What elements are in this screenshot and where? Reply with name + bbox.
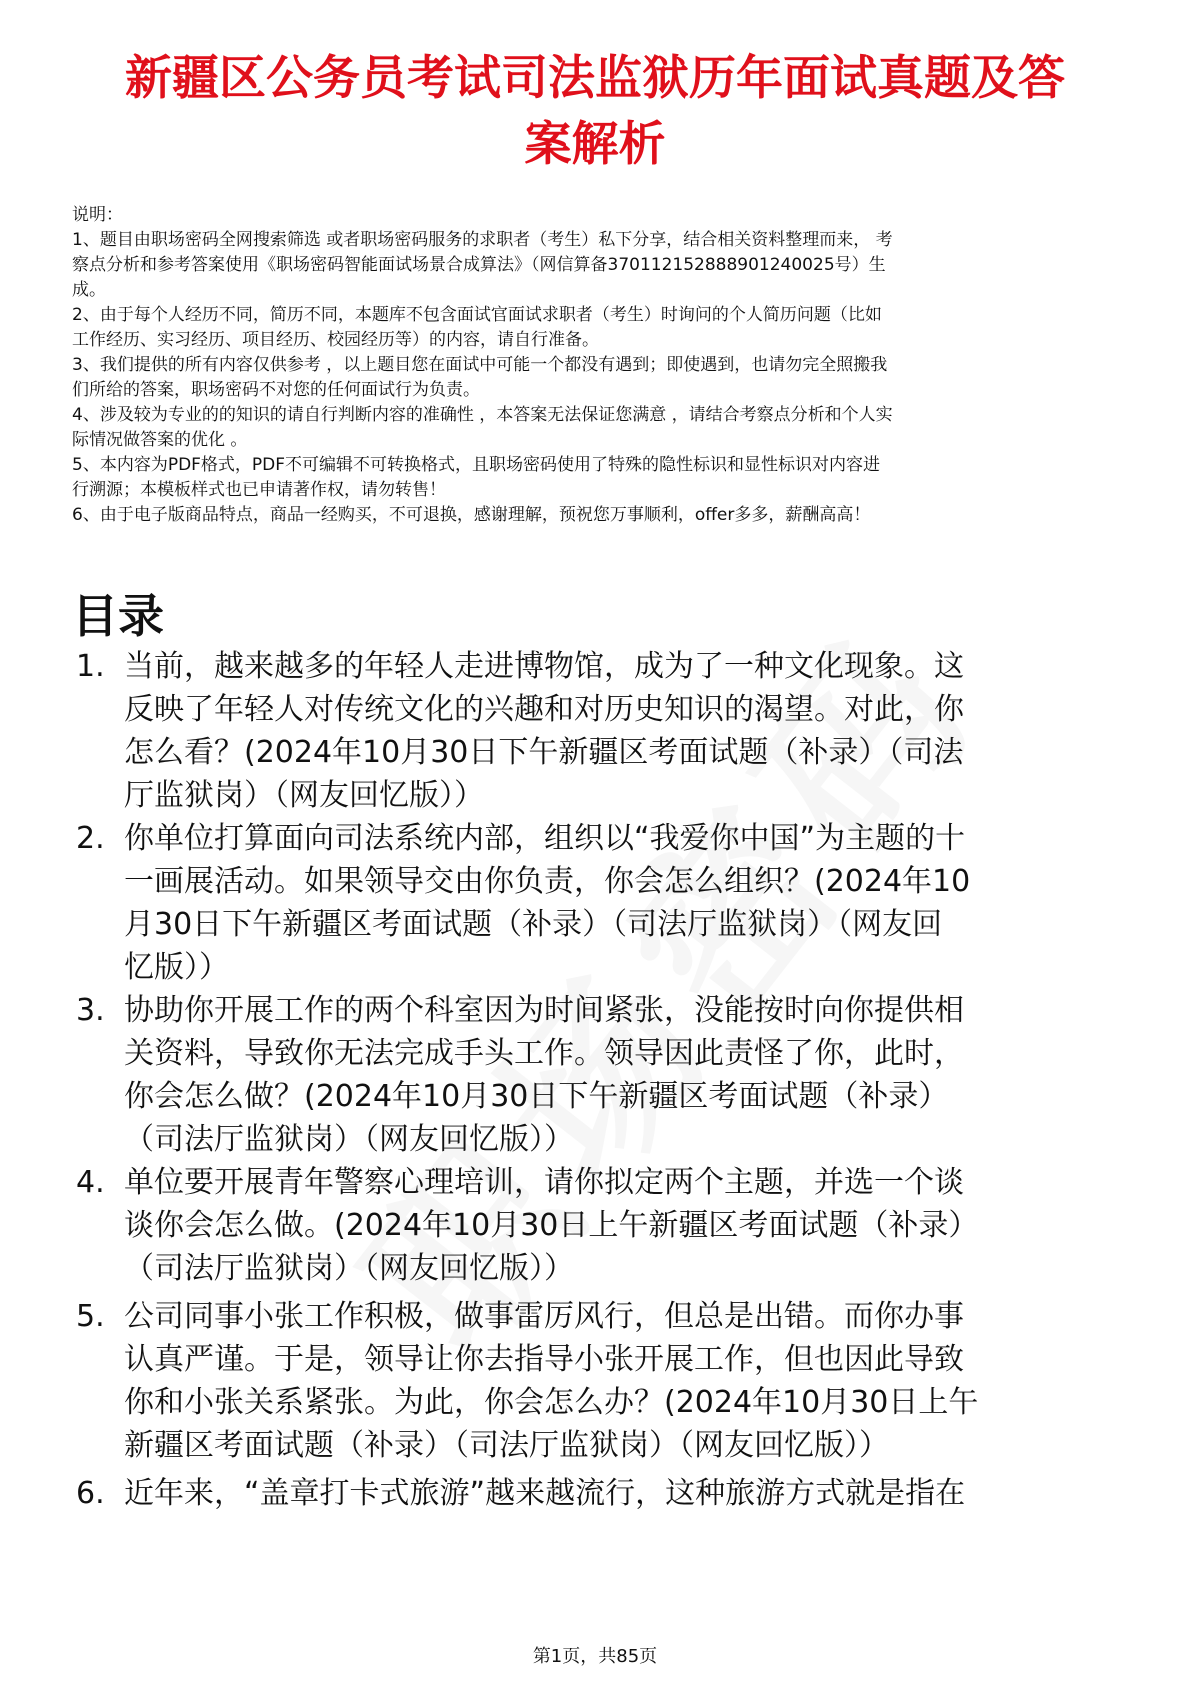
toc-item[interactable] — [76, 989, 1136, 1161]
notes-line: 4、涉及较为专业的的知识的请自行判断内容的准确性 ，本答案无法保证您满意 ，请结合考察点分析和个人实 — [72, 405, 893, 425]
toc-item[interactable] — [76, 1295, 1136, 1467]
toc-item-text — [124, 1295, 1136, 1467]
toc-item-line: 公司同事小张工作积极，做事雷厉风行，但总是出错。而你办事 — [124, 1299, 964, 1334]
notes-line: 1、题目由职场密码全网搜索筛选 或者职场密码服务的求职者（考生）私下分享，结合相关资料整理而来， 考 — [72, 230, 893, 250]
toc-item-text — [124, 817, 1136, 989]
toc-heading: 目录 — [72, 589, 164, 643]
toc-item-text — [124, 645, 1136, 817]
notes-line: 察点分析和参考答案使用《职场密码智能面试场景合成算法》（网信算备370112152888901240025号）生 — [72, 255, 886, 275]
toc-item-text — [124, 1161, 1136, 1290]
notes-heading: 说明： — [72, 205, 123, 225]
toc-item-line: 反映了年轻人对传统文化的兴趣和对历史知识的渴望。对此，你 — [124, 692, 964, 727]
toc-item-number: 4. — [76, 1165, 105, 1200]
notes-line: 6、由于电子版商品特点，商品一经购买，不可退换，感谢理解，预祝您万事顺利，offer多多，薪酬高高！ — [72, 505, 871, 525]
toc-item[interactable] — [76, 645, 1136, 817]
toc-item-line: 近年来，“盖章打卡式旅游”越来越流行，这种旅游方式就是指在 — [124, 1476, 966, 1511]
toc-item-line: 厅监狱岗）（网友回忆版）） — [124, 778, 484, 813]
toc-item-line: 关资料，导致你无法完成手头工作。领导因此责怪了你，此时， — [124, 1036, 964, 1071]
document-title-line-2: 案解析 — [524, 117, 666, 172]
toc-item-line: 你会怎么做？(2024年10月30日下午新疆区考面试题（补录） — [124, 1079, 949, 1114]
toc-item-line: 新疆区考面试题（补录）（司法厅监狱岗）（网友回忆版）） — [124, 1428, 889, 1463]
toc-item-line: （司法厅监狱岗）（网友回忆版）） — [124, 1122, 574, 1157]
toc-item-text — [124, 1472, 1136, 1515]
document-title-line-1: 新疆区公务员考试司法监狱历年面试真题及答 — [125, 51, 1065, 106]
toc-item-line: 你单位打算面向司法系统内部，组织以“我爱你中国”为主题的十 — [124, 821, 966, 856]
toc-item-line: 忆版）） — [124, 950, 229, 985]
toc-item-line: 谈你会怎么做。(2024年10月30日上午新疆区考面试题（补录） — [124, 1208, 979, 1243]
notes-line: 工作经历、实习经历、项目经历、校园经历等）的内容，请自行准备。 — [72, 330, 599, 350]
notes-line: 5、本内容为PDF格式，PDF不可编辑不可转换格式，且职场密码使用了特殊的隐性标识和显性标识对内容进 — [72, 455, 881, 475]
toc-item-line: 单位要开展青年警察心理培训，请你拟定两个主题，并选一个谈 — [124, 1165, 964, 1200]
notes-section — [72, 203, 1122, 528]
document-title — [60, 46, 1130, 178]
toc-item-number: 3. — [76, 993, 105, 1028]
toc-item-line: 月30日下午新疆区考面试题（补录）（司法厅监狱岗）（网友回 — [124, 907, 943, 942]
toc-item-number: 6. — [76, 1476, 105, 1511]
toc-item-line: 认真严谨。于是，领导让你去指导小张开展工作，但也因此导致 — [124, 1342, 964, 1377]
toc-item-text — [124, 989, 1136, 1161]
toc-item-line: 你和小张关系紧张。为此，你会怎么办？(2024年10月30日上午 — [124, 1385, 979, 1420]
toc-item-number: 5. — [76, 1299, 105, 1334]
page-number: 第1页，共85页 — [532, 1646, 658, 1667]
toc-item-line: 当前，越来越多的年轻人走进博物馆，成为了一种文化现象。这 — [124, 649, 964, 684]
toc-item-line: （司法厅监狱岗）（网友回忆版）） — [124, 1251, 574, 1286]
toc-item-line: 怎么看？(2024年10月30日下午新疆区考面试题（补录）（司法 — [124, 735, 964, 770]
toc-item[interactable] — [76, 817, 1136, 989]
notes-line: 际情况做答案的优化 。 — [72, 430, 248, 450]
toc-item[interactable] — [76, 1161, 1136, 1290]
toc-item-line: 一画展活动。如果领导交由你负责，你会怎么组织？(2024年10 — [124, 864, 971, 899]
notes-line: 3、我们提供的所有内容仅供参考 ，以上题目您在面试中可能一个都没有遇到；即使遇到，也请勿完全照搬我 — [72, 355, 888, 375]
toc-item-number: 2. — [76, 821, 105, 856]
notes-line: 们所给的答案，职场密码不对您的任何面试行为负责。 — [72, 380, 480, 400]
toc-item-line: 协助你开展工作的两个科室因为时间紧张，没能按时向你提供相 — [124, 993, 964, 1028]
toc-item-number: 1. — [76, 649, 105, 684]
notes-line: 2、由于每个人经历不同，简历不同，本题库不包含面试官面试求职者（考生）时询问的个人简历问题（比如 — [72, 305, 882, 325]
notes-line: 成。 — [72, 280, 106, 300]
toc-item[interactable] — [76, 1472, 1136, 1515]
notes-line: 行溯源；本模板样式也已申请著作权，请勿转售！ — [72, 480, 446, 500]
